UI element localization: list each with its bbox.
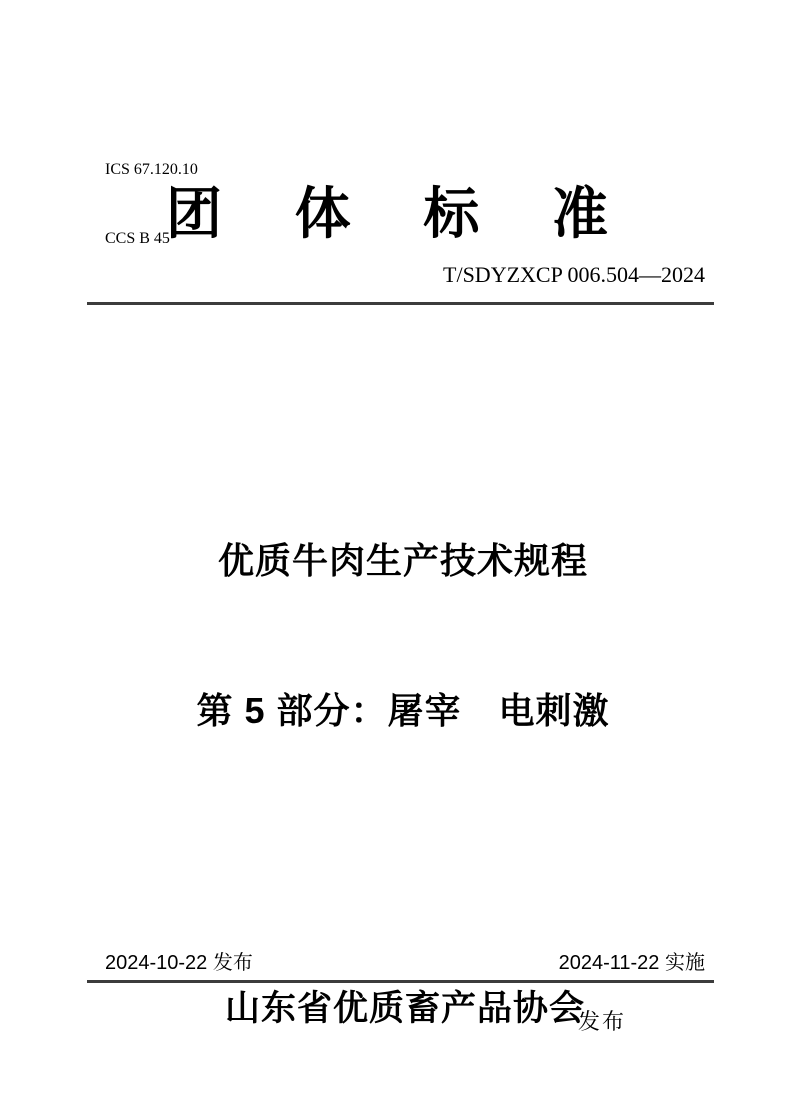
ics-code: ICS 67.120.10 — [105, 161, 198, 178]
dates-row — [105, 950, 705, 976]
standard-number: T/SDYZXCP 006.504—2024 — [443, 262, 705, 287]
doc-type-char-3: 标 — [423, 182, 480, 245]
main-title-line2: 第 5 部分：屠宰 电刺激 — [196, 690, 610, 731]
implementation-date: 2024-11-22 实施 — [558, 952, 705, 974]
ccs-code: CCS B 45 — [105, 230, 170, 247]
doc-type-char-2: 体 — [294, 182, 351, 245]
publisher-name: 山东省优质畜产品协会 — [224, 989, 585, 1028]
issue-date: 2024-10-22 发布 — [105, 952, 253, 974]
publisher-action-label: 发布 — [578, 1009, 627, 1034]
main-title-line1: 优质牛肉生产技术规程 — [217, 540, 588, 581]
main-title — [16, 436, 790, 836]
document-type-title — [166, 183, 608, 245]
doc-type-char-1: 团 — [166, 182, 222, 245]
footer-divider — [87, 980, 714, 983]
header-divider — [87, 302, 714, 305]
doc-type-char-4: 准 — [551, 182, 608, 245]
